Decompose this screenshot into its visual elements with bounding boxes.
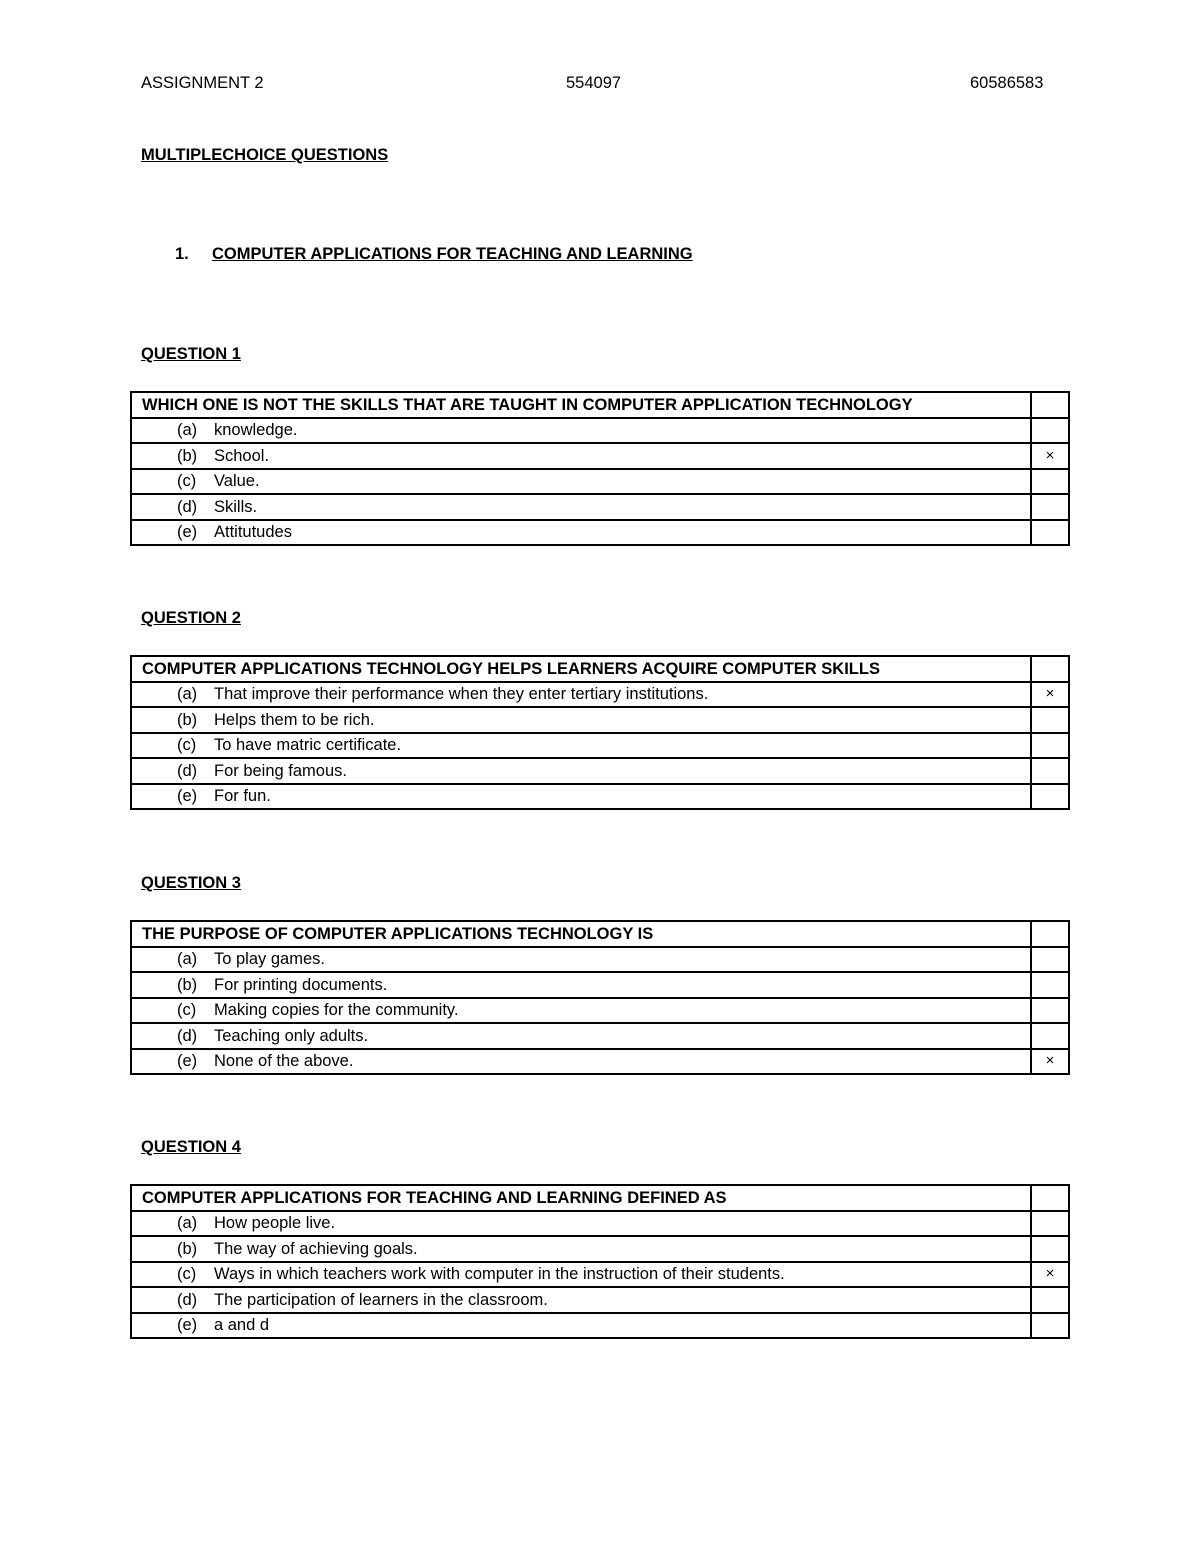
answer-box[interactable] (1031, 656, 1069, 682)
option-row (131, 1211, 1069, 1237)
option-text: Helps them to be rich. (214, 710, 375, 729)
option-letter: (d) (177, 1026, 198, 1045)
answer-box[interactable]: × (1031, 1262, 1069, 1288)
option-text: For printing documents. (214, 975, 388, 994)
option-row (131, 520, 1069, 546)
option-text: The participation of learners in the classroom. (214, 1290, 548, 1309)
answer-box[interactable]: × (1031, 682, 1069, 708)
answer-box[interactable] (1031, 921, 1069, 947)
option-row (131, 418, 1069, 444)
section-number: 1. (175, 245, 189, 263)
option-row (131, 733, 1069, 759)
answer-box[interactable] (1031, 998, 1069, 1024)
question-label: QUESTION 2 (141, 609, 241, 627)
answer-box[interactable] (1031, 418, 1069, 444)
question-label: QUESTION 3 (141, 874, 241, 892)
option-text: Skills. (214, 497, 258, 516)
option-letter: (e) (177, 523, 198, 542)
option-letter: (b) (177, 446, 198, 465)
option-letter: (d) (177, 761, 198, 780)
option-letter: (b) (177, 1239, 198, 1258)
option-letter: (d) (177, 497, 198, 516)
option-text: That improve their performance when they enter tertiary institutions. (214, 685, 709, 704)
answer-box[interactable] (1031, 758, 1069, 784)
answer-box[interactable] (1031, 392, 1069, 418)
question-table (130, 655, 1070, 810)
answer-box[interactable]: × (1031, 1049, 1069, 1075)
option-letter: (b) (177, 710, 198, 729)
option-row (131, 758, 1069, 784)
option-letter: (c) (177, 736, 197, 755)
option-row (131, 494, 1069, 520)
answer-box[interactable] (1031, 494, 1069, 520)
answer-box[interactable] (1031, 972, 1069, 998)
question-table (130, 1184, 1070, 1339)
multiple-choice-title: MULTIPLECHOICE QUESTIONS (141, 146, 389, 164)
option-text: To have matric certificate. (214, 736, 402, 755)
option-row (131, 1287, 1069, 1313)
option-row (131, 707, 1069, 733)
option-letter: (e) (177, 1316, 198, 1335)
option-row (131, 972, 1069, 998)
option-row (131, 1262, 1069, 1288)
question-stem-row (131, 1185, 1069, 1211)
question-stem: COMPUTER APPLICATIONS TECHNOLOGY HELPS LEARNERS ACQUIRE COMPUTER SKILLS (131, 656, 1031, 682)
header-assignment: ASSIGNMENT 2 (141, 74, 264, 92)
option-text: To play games. (214, 950, 325, 969)
answer-box[interactable] (1031, 1313, 1069, 1339)
option-row (131, 1236, 1069, 1262)
option-text: knowledge. (214, 421, 298, 440)
option-text: Attitutudes (214, 523, 292, 542)
header-student-number: 60586583 (970, 74, 1044, 92)
answer-box[interactable] (1031, 784, 1069, 810)
answer-box[interactable] (1031, 469, 1069, 495)
question-stem-row (131, 392, 1069, 418)
question-label: QUESTION 1 (141, 345, 241, 363)
answer-box[interactable] (1031, 1287, 1069, 1313)
option-text: For fun. (214, 787, 271, 806)
question-stem-row (131, 656, 1069, 682)
question-stem: COMPUTER APPLICATIONS FOR TEACHING AND LEARNING DEFINED AS (131, 1185, 1031, 1211)
option-text: The way of achieving goals. (214, 1239, 418, 1258)
answer-box[interactable] (1031, 1211, 1069, 1237)
option-row (131, 947, 1069, 973)
option-row (131, 1023, 1069, 1049)
answer-box[interactable] (1031, 1185, 1069, 1211)
answer-box[interactable] (1031, 520, 1069, 546)
option-letter: (d) (177, 1290, 198, 1309)
option-row (131, 998, 1069, 1024)
option-letter: (a) (177, 950, 198, 969)
option-text: Teaching only adults. (214, 1026, 369, 1045)
question-stem: WHICH ONE IS NOT THE SKILLS THAT ARE TAUGHT IN COMPUTER APPLICATION TECHNOLOGY (131, 392, 1031, 418)
option-letter: (c) (177, 472, 197, 491)
option-letter: (a) (177, 685, 198, 704)
header-course-code: 554097 (566, 74, 622, 92)
option-text: Making copies for the community. (214, 1001, 459, 1020)
section-title: COMPUTER APPLICATIONS FOR TEACHING AND LEARNING (212, 245, 693, 263)
option-text: None of the above. (214, 1052, 354, 1071)
option-row (131, 682, 1069, 708)
answer-box[interactable] (1031, 707, 1069, 733)
option-text: Ways in which teachers work with computer in the instruction of their students. (214, 1265, 785, 1284)
option-text: School. (214, 446, 270, 465)
option-letter: (e) (177, 787, 198, 806)
option-letter: (b) (177, 975, 198, 994)
answer-box[interactable] (1031, 947, 1069, 973)
option-text: a and d (214, 1316, 270, 1335)
option-row (131, 1049, 1069, 1075)
option-row (131, 443, 1069, 469)
option-row (131, 1313, 1069, 1339)
question-label: QUESTION 4 (141, 1138, 241, 1156)
option-text: For being famous. (214, 761, 347, 780)
option-letter: (c) (177, 1001, 197, 1020)
option-letter: (a) (177, 1214, 198, 1233)
option-row (131, 784, 1069, 810)
option-text: Value. (214, 472, 260, 491)
answer-box[interactable] (1031, 733, 1069, 759)
option-row (131, 469, 1069, 495)
question-stem: THE PURPOSE OF COMPUTER APPLICATIONS TECHNOLOGY IS (131, 921, 1031, 947)
question-table (130, 920, 1070, 1075)
option-letter: (e) (177, 1052, 198, 1071)
answer-box[interactable] (1031, 1236, 1069, 1262)
answer-box[interactable]: × (1031, 443, 1069, 469)
option-letter: (c) (177, 1265, 197, 1284)
answer-box[interactable] (1031, 1023, 1069, 1049)
question-table (130, 391, 1070, 546)
option-text: How people live. (214, 1214, 336, 1233)
question-stem-row (131, 921, 1069, 947)
option-letter: (a) (177, 421, 198, 440)
